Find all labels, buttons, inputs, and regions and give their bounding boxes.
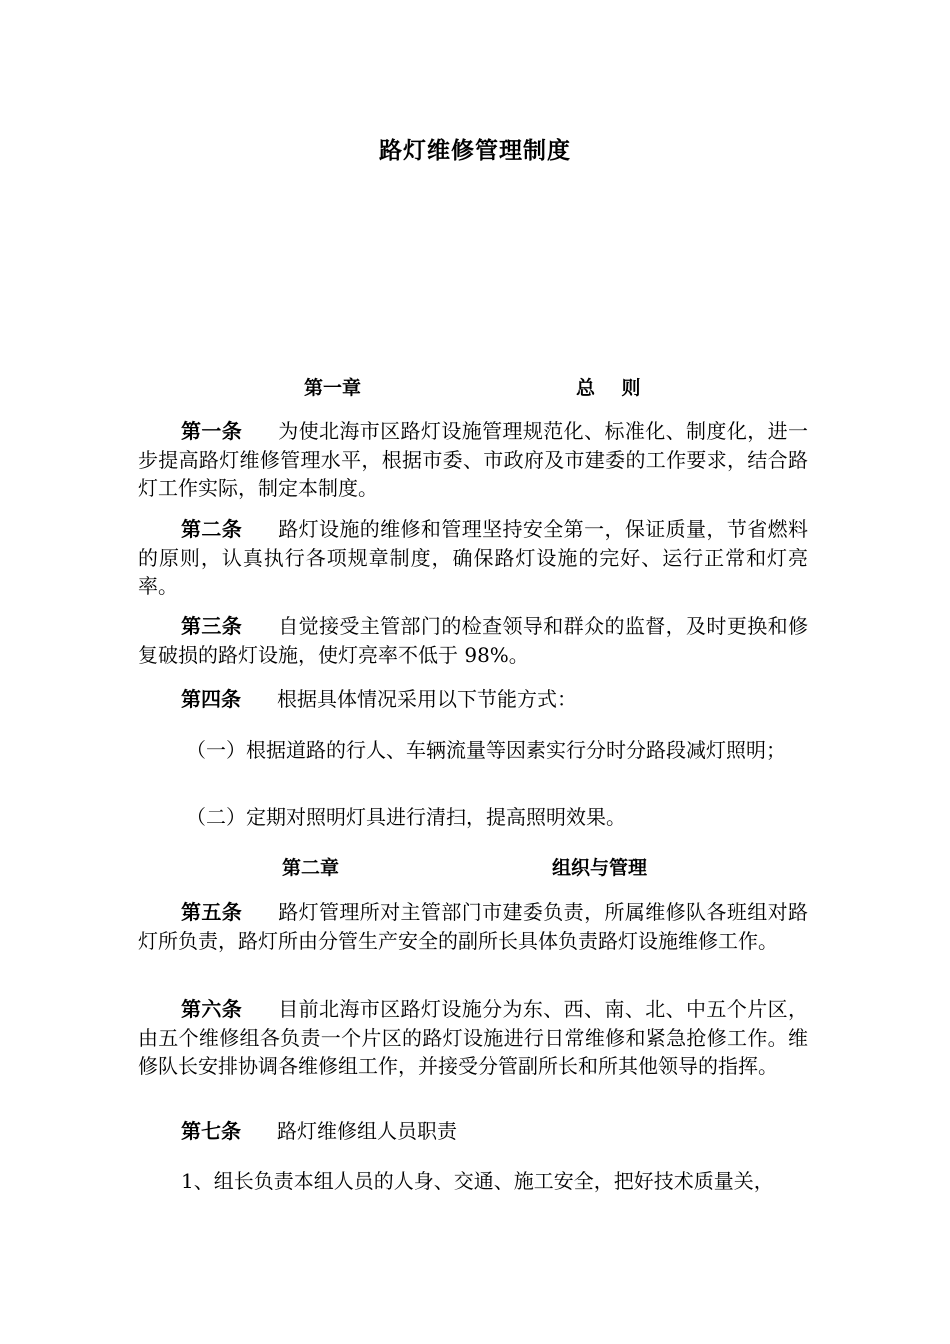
chapter-2-heading [0, 853, 950, 881]
article-6 [138, 995, 808, 1081]
article-text: 为使北海市区路灯设施管理规范化、标准化、制度化，进一步提高路灯维修管理水平，根据市委、市政府及市建委的工作要求，结合路灯工作实际，制定本制度。 [138, 419, 809, 500]
article-1 [138, 417, 808, 503]
article-text: 路灯设施的维修和管理坚持安全第一，保证质量，节省燃料的原则，认真执行各项规章制度，确保路灯设施的完好、运行正常和灯亮率。 [138, 517, 809, 598]
article-label: 第五条 [181, 900, 243, 924]
chapter-name: 总 则 [576, 377, 641, 399]
list-item-1: （一）根据道路的行人、车辆流量等因素实行分时分路段减灯照明； [186, 738, 786, 762]
chapter-number: 第一章 [304, 377, 362, 399]
article-text: 路灯管理所对主管部门市建委负责，所属维修队各班组对路灯所负责，路灯所由分管生产安全的副所长具体负责路灯设施维修工作。 [138, 900, 809, 953]
article-text: 自觉接受主管部门的检查领导和群众的监督，及时更换和修复破损的路灯设施，使灯亮率不低于 98%。 [138, 614, 809, 667]
article-2 [138, 515, 808, 601]
article-label: 第二条 [181, 517, 243, 541]
list-item-2: （二）定期对照明灯具进行清扫，提高照明效果。 [186, 805, 626, 829]
article-3 [138, 612, 808, 669]
article-text: 路灯维修组人员职责 [277, 1119, 457, 1143]
article-label: 第四条 [181, 687, 241, 711]
chapter-number: 第二章 [282, 857, 340, 879]
article-label: 第三条 [181, 614, 243, 638]
duty-item-1: 1、组长负责本组人员的人身、交通、施工安全，把好技术质量关， [181, 1169, 774, 1193]
article-label: 第六条 [181, 997, 243, 1021]
article-text: 目前北海市区路灯设施分为东、西、南、北、中五个片区，由五个维修组各负责一个片区的路灯设施进行日常维修和紧急抢修工作。维修队长安排协调各维修组工作，并接受分管副所长和所其他领导的指挥。 [138, 997, 809, 1078]
article-label: 第七条 [181, 1119, 241, 1143]
article-5 [138, 898, 808, 955]
article-4 [138, 685, 808, 714]
article-text: 根据具体情况采用以下节能方式： [277, 687, 577, 711]
article-7 [138, 1117, 808, 1146]
chapter-name: 组织与管理 [552, 857, 648, 879]
article-label: 第一条 [181, 419, 243, 443]
document-title: 路灯维修管理制度 [379, 138, 571, 164]
chapter-1-heading [0, 373, 950, 401]
